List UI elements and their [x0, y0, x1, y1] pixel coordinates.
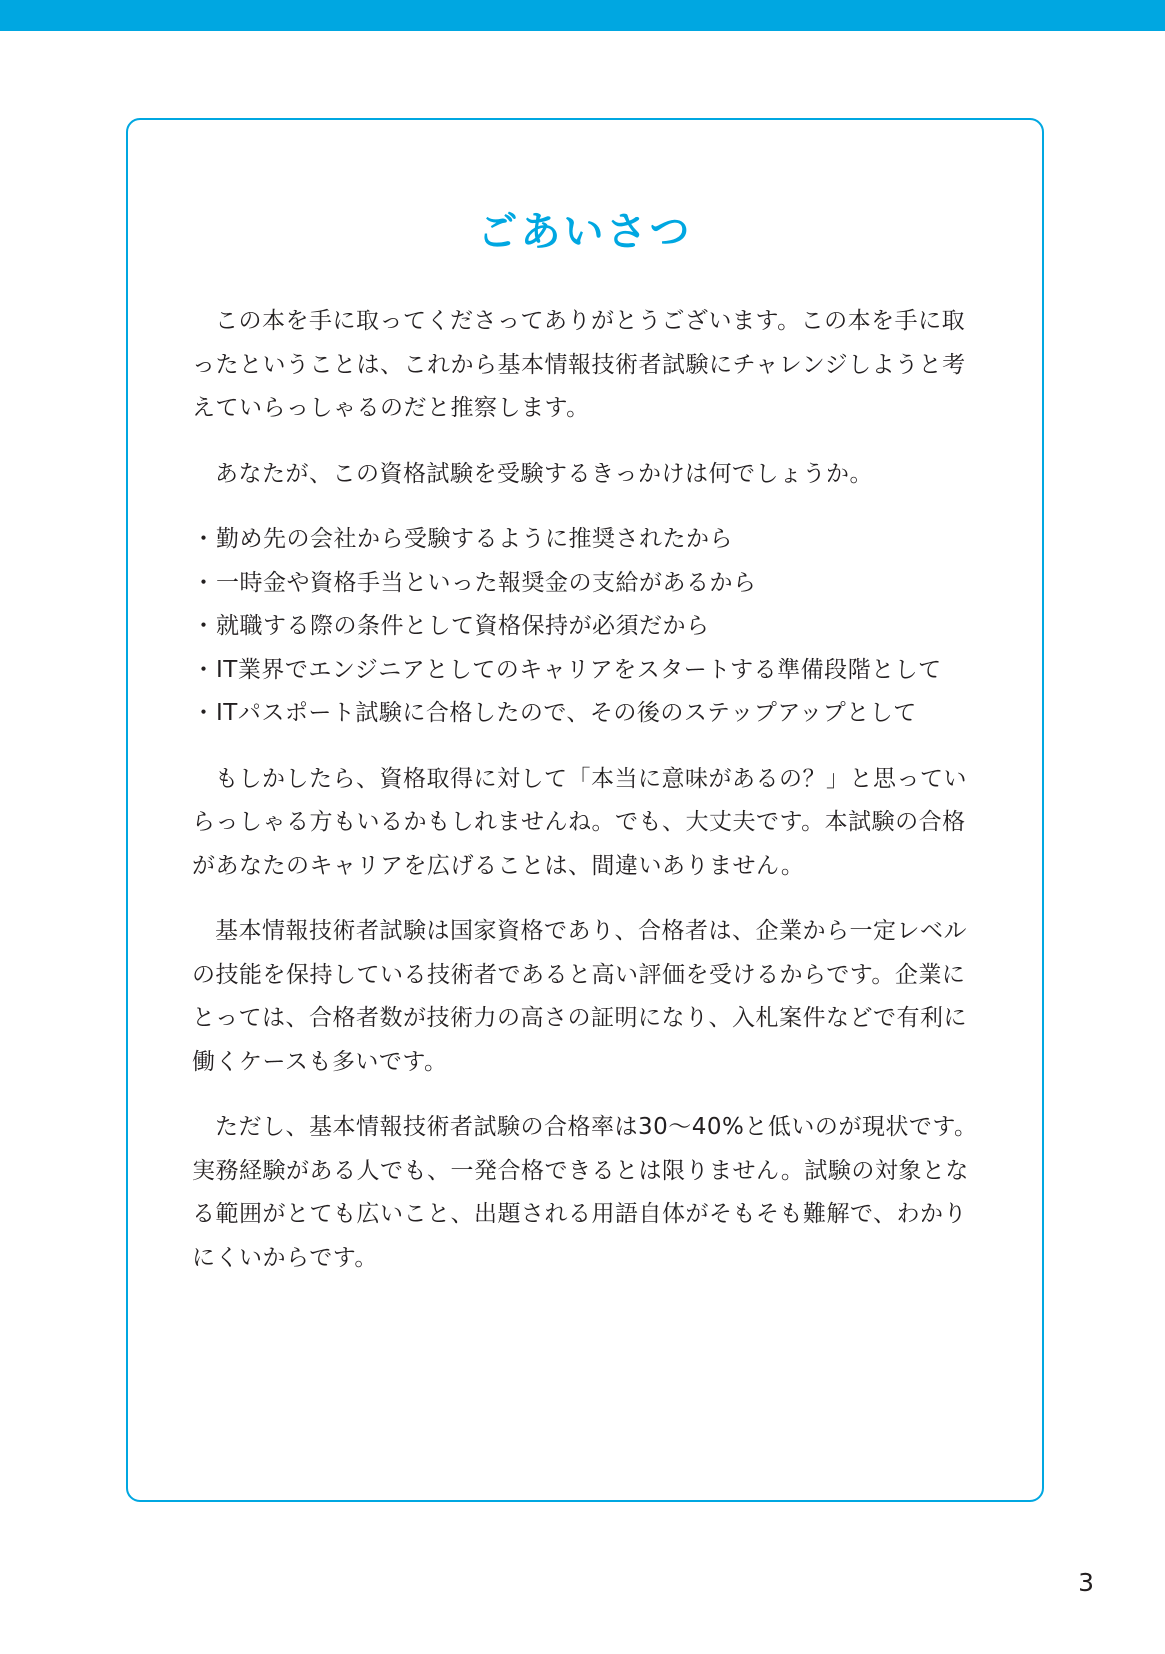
page-title: ごあいさつ: [477, 209, 693, 255]
paragraph-question: あなたが、この資格試験を受験するきっかけは何でしょうか。: [215, 460, 873, 487]
bullet-icon: ・: [192, 569, 216, 596]
list-item: [192, 518, 982, 562]
list-item-text: 一時金や資格手当といった報奨金の支給があるから: [216, 569, 757, 596]
list-item: [192, 605, 982, 649]
list-item-text: 勤め先の会社から受験するように推奨されたから: [216, 526, 733, 552]
bullet-icon: ・: [192, 613, 216, 639]
paragraph-value: 基本情報技術者試験は国家資格であり、合格者は、企業から一定レベルの技能を保持している技術者であると高い評価を受けるからです。企業にとっては、合格者数が技術力の高さの証明になり、入札案件などで有利に働くケースも多いです。: [192, 918, 968, 1075]
bullet-icon: ・: [192, 700, 216, 726]
paragraph-difficulty: ただし、基本情報技術者試験の合格率は30～40%と低いのが現状です。実務経験がある人でも、一発合格できるとは限りません。試験の対象となる範囲がとても広いこと、出題される用語自体がそもそも難解で、わかりにくいからです。: [192, 1114, 978, 1271]
paragraph-intro: この本を手に取ってくださってありがとうございます。この本を手に取ったということは、これから基本情報技術者試験にチャレンジしようと考えていらっしゃるのだと推察します。: [192, 308, 966, 421]
list-item-text: ITパスポート試験に合格したので、その後のステップアップとして: [216, 700, 917, 726]
list-item: [192, 692, 982, 736]
top-accent-bar: [0, 0, 1165, 31]
list-item: [192, 562, 982, 606]
list-item-text: 就職する際の条件として資格保持が必須だから: [216, 613, 710, 639]
reasons-list: [192, 518, 982, 736]
bullet-icon: ・: [192, 656, 216, 683]
page-number: 3: [1078, 1568, 1094, 1597]
paragraph-doubt: もしかしたら、資格取得に対して「本当に意味があるの？」と思っていらっしゃる方もいるかもしれませんね。でも、大丈夫です。本試験の合格があなたのキャリアを広げることは、間違いありません。: [192, 765, 967, 879]
list-item: [192, 649, 982, 693]
body-text: [192, 300, 982, 1302]
list-item-text: IT業界でエンジニアとしてのキャリアをスタートする準備段階として: [216, 656, 942, 683]
bullet-icon: ・: [192, 526, 216, 552]
